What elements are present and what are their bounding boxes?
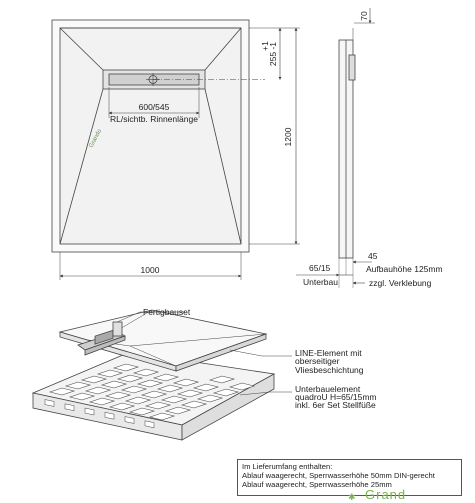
info-line-3: Ablauf waagerecht, Sperrwasserhöhe 25mm (242, 480, 392, 489)
side-view (296, 8, 375, 288)
label-fertigbauset: Fertigbauset (143, 307, 191, 317)
dim-width: 1000 (140, 265, 160, 275)
product-mark: Grando (88, 128, 104, 149)
label-unterbau-2: quadroU H=65/15mm (295, 392, 377, 402)
info-line-2: Ablauf waagerecht, Sperrwasserhöhe 50mm DIN-gerecht (242, 471, 435, 480)
dim-top-70: 70 (359, 11, 369, 21)
brand-logo-icon: ✱ (348, 492, 356, 502)
label-verklebung: zzgl. Verklebung (369, 278, 432, 288)
label-line-element-1: LINE-Element mit (295, 348, 362, 358)
dim-height: 1200 (283, 127, 293, 147)
iso-view (33, 310, 292, 440)
side-drain-profile (349, 55, 355, 80)
label-unterbau: Unterbau (303, 277, 338, 287)
plan-view (52, 20, 300, 280)
dim-45: 45 (368, 251, 378, 261)
dim-outlet-tolerance: +1 (260, 41, 270, 51)
label-unterbau-1: Unterbauelement (295, 384, 361, 394)
label-unterbau-3: inkl. 6er Set Stellfüße (295, 400, 376, 410)
fertigbauset-box (113, 322, 122, 336)
label-aufbauhoehe: Aufbauhöhe 125mm (366, 264, 443, 274)
info-line-1: Im Lieferumfang enthalten: (242, 462, 333, 471)
dim-65-15: 65/15 (309, 263, 331, 273)
brand-name: Grand (365, 487, 407, 502)
drain-length-label: RL/sichtb. Rinnenlänge (110, 114, 198, 124)
label-line-element-3: Vliesbeschichtung (295, 365, 364, 375)
shower-board-inner (60, 28, 241, 244)
line-element-top (60, 310, 266, 366)
drain-length: 600/545 (138, 102, 170, 112)
delivery-info-box (237, 459, 462, 496)
label-line-element-2: oberseitiger (295, 356, 340, 366)
dim-outlet-offset: 255 -1 (268, 41, 278, 67)
